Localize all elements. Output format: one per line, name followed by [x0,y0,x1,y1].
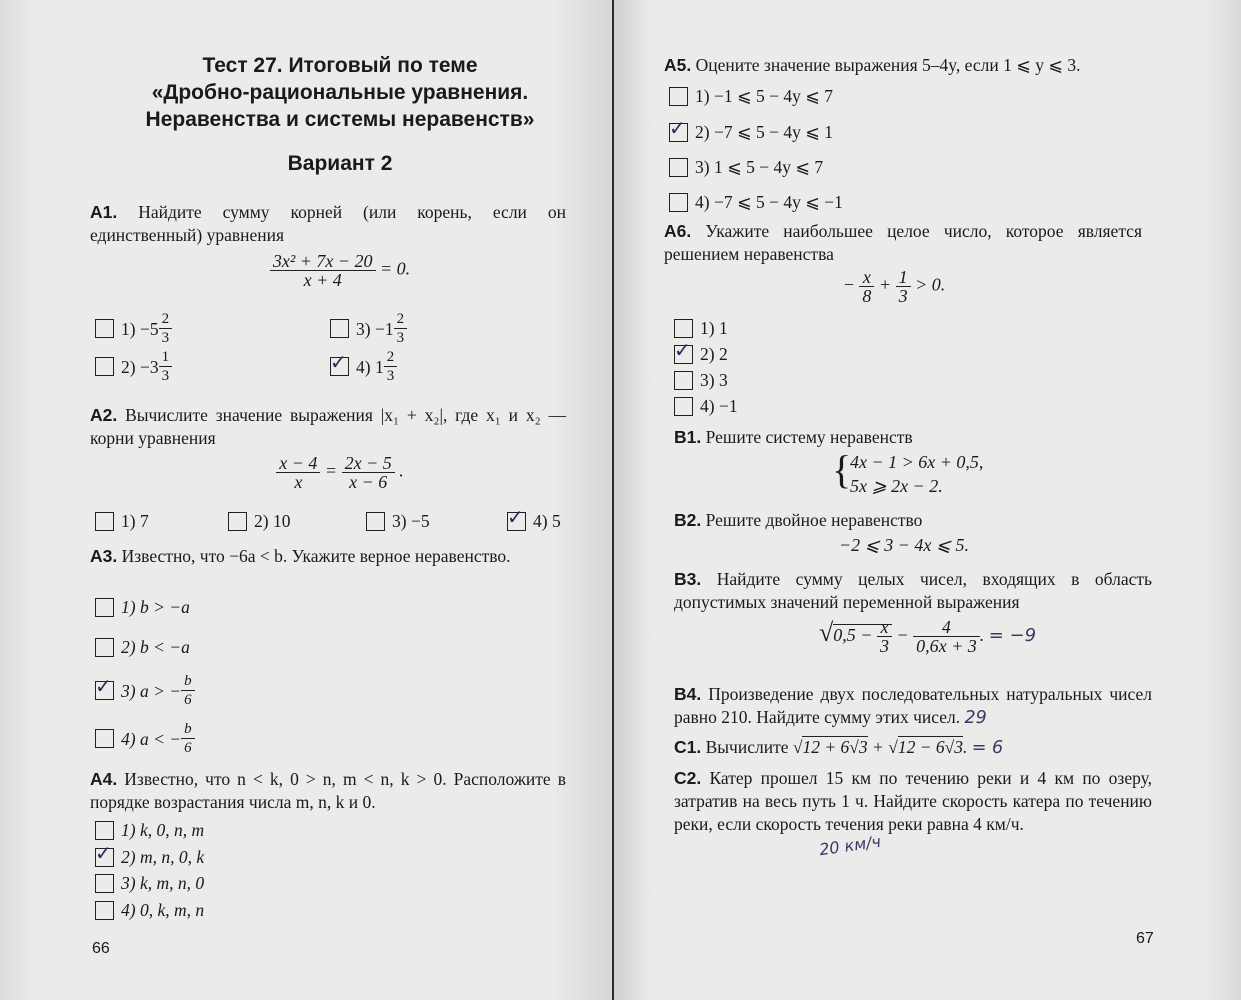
a6-option-3[interactable]: 3) 3 [674,368,728,392]
a4-option-4[interactable]: 4) 0, k, m, n [95,898,204,922]
checkbox[interactable] [674,397,693,416]
question-text: Найдите сумму корней (или корень, если он единственный) уравнения [90,202,566,245]
b1-system: 4x − 1 > 6x + 0,5, 5x ⩾ 2x − 2. [850,452,984,496]
question-number: А3. [90,546,118,566]
a2-option-3[interactable]: 3) −5 [366,509,430,533]
right-page [614,0,1241,1000]
title-line-3: Неравенства и системы неравенств» [145,108,535,131]
a6-option-2[interactable]: ✓ 2) 2 [674,337,728,364]
question-c1: С1. Вычислите √12 + 6√3 + √12 − 6√3. = 6 [674,737,1004,758]
a1-option-1[interactable]: 1) −5 $\frac{2}{3}$ [95,310,172,347]
a2-equation: $\frac{x - 4}{x}$ = $\frac{2x - 5}{x - 6}$ . [230,454,450,491]
page-number-left: 66 [92,940,110,957]
a4-option-2[interactable]: ✓ 2) m, n, 0, k [95,840,205,867]
title-line-1: Тест 27. Итоговый по теме [202,54,478,77]
checkbox[interactable] [674,371,693,390]
question-text: Решите систему неравенств [705,427,913,447]
a6-option-1[interactable]: 1) 1 [674,316,728,340]
checkbox[interactable] [674,319,693,338]
question-text: Произведение двух последовательных натуральных чисел равно 210. Найдите сумму этих чисел. [674,684,1152,727]
question-number: С2. [674,768,702,788]
page-number-right: 67 [1136,930,1154,947]
b3-expression: √0,5 − $\frac{x}{3}$ − $\frac{4}{0,6x + 3}$ . = −9 [819,617,1037,657]
checkmark-icon: ✓ [674,337,691,362]
checkbox-checked[interactable] [669,115,688,142]
checkbox-checked[interactable] [95,674,114,700]
a4-option-3[interactable]: 3) k, m, n, 0 [95,871,204,895]
question-number: А1. [90,202,118,222]
question-text: Решите двойное неравенство [705,510,923,530]
checkmark-icon: ✓ [669,115,686,140]
checkbox[interactable] [330,319,349,338]
a1-option-3[interactable]: 3) −1 $\frac{2}{3}$ [330,310,407,347]
checkbox[interactable] [95,729,114,748]
a1-equation: $\frac{\text{3x² + 7x − 20}}{x + 4}$ = 0. [240,252,440,289]
question-a5 [664,54,1164,77]
question-number: С1. [674,737,702,757]
a5-option-4[interactable]: 4) −7 ⩽ 5 − 4y ⩽ −1 [669,190,843,214]
question-number: А2. [90,405,118,425]
checkbox[interactable] [95,357,114,376]
checkbox-checked[interactable] [507,504,526,531]
question-c2 [674,767,1152,836]
checkmark-icon: ✓ [95,840,112,865]
question-number: А4. [90,769,118,789]
question-number: А6. [664,221,692,241]
question-number: В3. [674,569,702,589]
checkbox-checked[interactable] [674,337,693,364]
a6-option-4[interactable]: 4) −1 [674,394,738,418]
checkbox-checked[interactable] [330,350,349,376]
a5-option-1[interactable]: 1) −1 ⩽ 5 − 4y ⩽ 7 [669,84,833,108]
title-line-2: «Дробно-рациональные уравнения. [151,81,529,104]
handwritten-answer: = 6 [971,738,1004,758]
checkbox[interactable] [366,512,385,531]
a3-option-1[interactable]: 1) b > −a [95,595,190,619]
question-a6 [664,220,1142,266]
question-b3 [674,568,1152,614]
checkbox[interactable] [95,598,114,617]
a2-option-2[interactable]: 2) 10 [228,509,290,533]
checkmark-icon: ✓ [95,674,112,698]
checkbox[interactable] [228,512,247,531]
checkmark-icon: ✓ [330,350,347,374]
a1-option-4[interactable]: ✓ 4) 1 $\frac{2}{3}$ [330,348,397,385]
a5-option-2[interactable]: ✓ 2) −7 ⩽ 5 − 4y ⩽ 1 [669,115,834,142]
question-text: Вычислите значение выражения |x₁ + x₂|, где x₁ и x₂ — корни уравнения [90,405,567,448]
question-text: Найдите сумму целых чисел, входящих в область допустимых значений переменной выражения [674,569,1152,612]
checkbox[interactable] [95,901,114,920]
checkbox[interactable] [669,193,688,212]
a2-option-4[interactable]: ✓ 4) 5 [507,504,561,531]
question-a4 [90,768,566,814]
checkbox[interactable] [669,158,688,177]
left-page [0,0,612,1000]
a4-option-1[interactable]: 1) k, 0, n, m [95,818,204,842]
checkbox-checked[interactable] [95,840,114,867]
a6-inequality: − $\frac{x}{8}$ + $\frac{1}{3}$ > 0. [842,267,946,306]
a3-option-3[interactable]: ✓ 3) a > − $\frac{b}{6}$ [95,672,195,709]
test-title [70,52,610,133]
checkbox[interactable] [669,87,688,106]
checkbox[interactable] [95,638,114,657]
question-b4 [674,683,1152,730]
a5-option-3[interactable]: 3) 1 ⩽ 5 − 4y ⩽ 7 [669,155,823,179]
question-b1 [674,426,1144,449]
question-a1 [90,201,566,247]
a3-option-4[interactable]: 4) a < − $\frac{b}{6}$ [95,720,195,757]
question-a3 [90,545,566,568]
question-number: А5. [664,55,692,75]
question-number: В1. [674,427,702,447]
checkbox[interactable] [95,874,114,893]
checkbox[interactable] [95,319,114,338]
checkbox[interactable] [95,821,114,840]
a2-option-1[interactable]: 1) 7 [95,509,149,533]
question-text: Известно, что n < k, 0 > n, m < n, k > 0. Расположите в порядке возрастания числа m, n, k и 0. [90,769,567,812]
question-text: Оцените значение выражения 5–4y, если 1 ⩽ y ⩽ 3. [695,55,1081,75]
handwritten-answer: 29 [964,708,987,728]
question-text: Известно, что −6a < b. Укажите верное неравенство. [121,546,511,566]
question-text: Катер прошел 15 км по течению реки и 4 км по озеру, затратив на весь путь 1 ч. Найдите скорость катера по течению реки, если скорость течения реки равна 4 км/ч. [674,768,1152,834]
b2-inequality: −2 ⩽ 3 − 4x ⩽ 5. [839,535,969,555]
question-text: Укажите наибольшее целое число, которое является решением неравенства [664,221,1142,264]
variant-heading: Вариант 2 [287,152,393,175]
a3-option-2[interactable]: 2) b < −a [95,635,190,659]
question-text: Вычислите [705,737,789,757]
system-brace-icon: { [832,447,852,492]
question-b2 [674,509,1144,532]
question-number: В4. [674,684,702,704]
question-a2 [90,404,566,450]
a1-option-2[interactable]: 2) −3 $\frac{1}{3}$ [95,348,172,385]
checkmark-icon: ✓ [507,504,524,529]
checkbox[interactable] [95,512,114,531]
handwritten-answer-c2: 20 км/ч [817,831,883,860]
question-number: В2. [674,510,702,530]
handwritten-answer: = −9 [988,625,1037,646]
